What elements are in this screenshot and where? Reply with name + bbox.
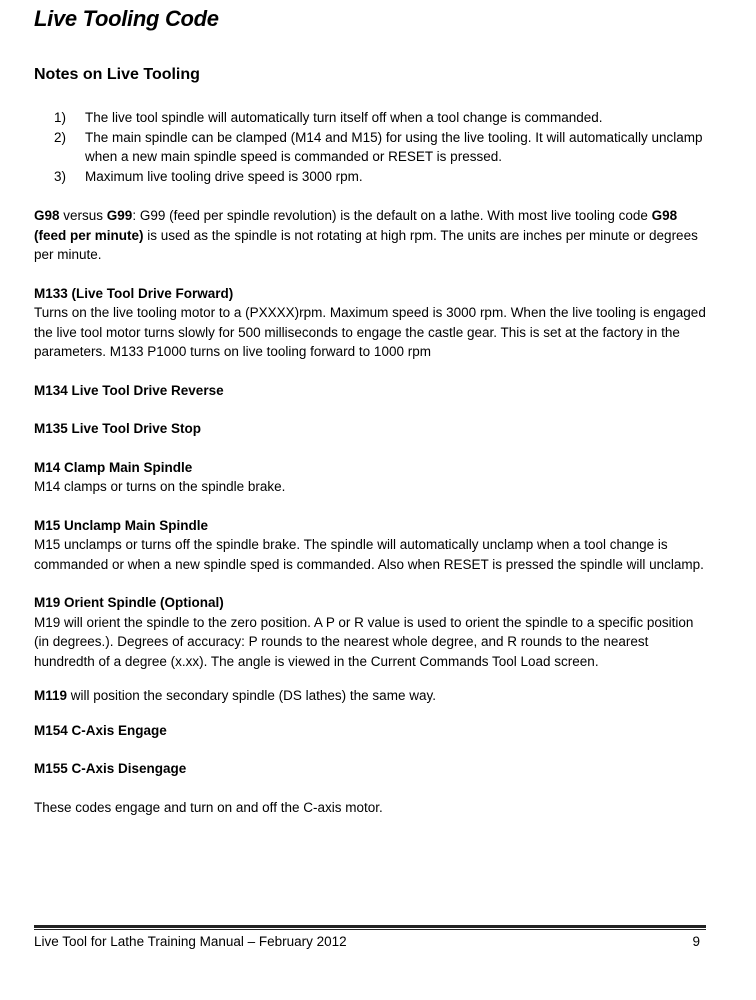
footer-title: Live Tool for Lathe Training Manual – February 2012 [34, 934, 347, 949]
main-content [34, 206, 706, 817]
m154-heading: M154 C-Axis Engage [34, 722, 167, 738]
m119-label: M119 [34, 688, 68, 703]
g98-text-2: : G99 (feed per spindle revolution) is the default on a lathe. With most live tooling code [132, 208, 652, 223]
m133-heading: M133 (Live Tool Drive Forward) [34, 285, 234, 301]
m135-heading: M135 Live Tool Drive Stop [34, 421, 202, 436]
g98-label: G98 [34, 208, 60, 223]
list-item-text: The live tool spindle will automatically turn itself off when a tool change is commanded. [85, 110, 603, 125]
notes-heading: Notes on Live Tooling [34, 66, 200, 83]
m119-paragraph [34, 686, 706, 706]
g98-text-1: versus [59, 208, 107, 223]
m133-text: Turns on the live tooling motor to a (PXXXX)rpm. Maximum speed is 3000 rpm. When the live tooling is engaged the live tool motor turns slowly for 500 milliseconds to engage the castle gear. This is set at the factory in the parameters. M133 P1000 turns on live tooling forward to 1000 rpm [34, 305, 706, 359]
m14-heading: M14 Clamp Main Spindle [34, 459, 193, 475]
page-title: Live Tooling Code [34, 6, 219, 31]
m19-heading: M19 Orient Spindle (Optional) [34, 595, 224, 610]
page-number: 9 [692, 934, 700, 949]
g98-text-3: is used as the spindle is not rotating at high rpm. The units are inches per minute or degrees per minute. [34, 227, 698, 262]
m15-heading: M15 Unclamp Main Spindle [34, 517, 209, 533]
list-item-text: Maximum live tooling drive speed is 3000 rpm. [85, 168, 363, 184]
document-page [34, 0, 706, 1000]
m19-section [34, 593, 706, 671]
list-item-number: 1) [54, 110, 67, 125]
m15-section [34, 516, 706, 575]
m155-heading: M155 C-Axis Disengage [34, 761, 187, 776]
g98-paragraph [34, 206, 706, 265]
list-item [54, 167, 704, 187]
m14-section [34, 458, 706, 497]
list-item [54, 108, 704, 128]
g98-feed-label: G98 (feed per minute) [34, 208, 678, 243]
m19-text: M19 will orient the spindle to the zero position. A P or R value is used to orient the spindle to a specific position (in degrees.). Degrees of accuracy: P rounds to the nearest whole degree, and R rounds to the nearest hundredth of a degree (x.xx). The angle is viewed in the Current Commands Tool Load screen. [34, 614, 694, 669]
g99-label: G99 [106, 208, 133, 223]
list-item [54, 128, 704, 167]
notes-list [54, 108, 704, 186]
list-item-text: The main spindle can be clamped (M14 and M15) for using the live tooling. It will automatically unclamp when a new main spindle speed is commanded or RESET is pressed. [85, 129, 703, 164]
list-item-number: 2) [54, 129, 67, 145]
footer-divider [34, 925, 706, 930]
m14-text: M14 clamps or turns on the spindle brake. [34, 479, 286, 494]
list-item-number: 3) [54, 168, 67, 184]
m133-section [34, 284, 706, 362]
m134-heading: M134 Live Tool Drive Reverse [34, 382, 224, 398]
m15-text: M15 unclamps or turns off the spindle brake. The spindle will automatically unclamp when a tool change is commanded or when a new spindle sped is commanded. Also when RESET is pressed the spindle will unclamp. [34, 537, 704, 572]
closing-text: These codes engage and turn on and off the C-axis motor. [34, 799, 383, 815]
m119-text: will position the secondary spindle (DS lathes) the same way. [67, 688, 436, 703]
